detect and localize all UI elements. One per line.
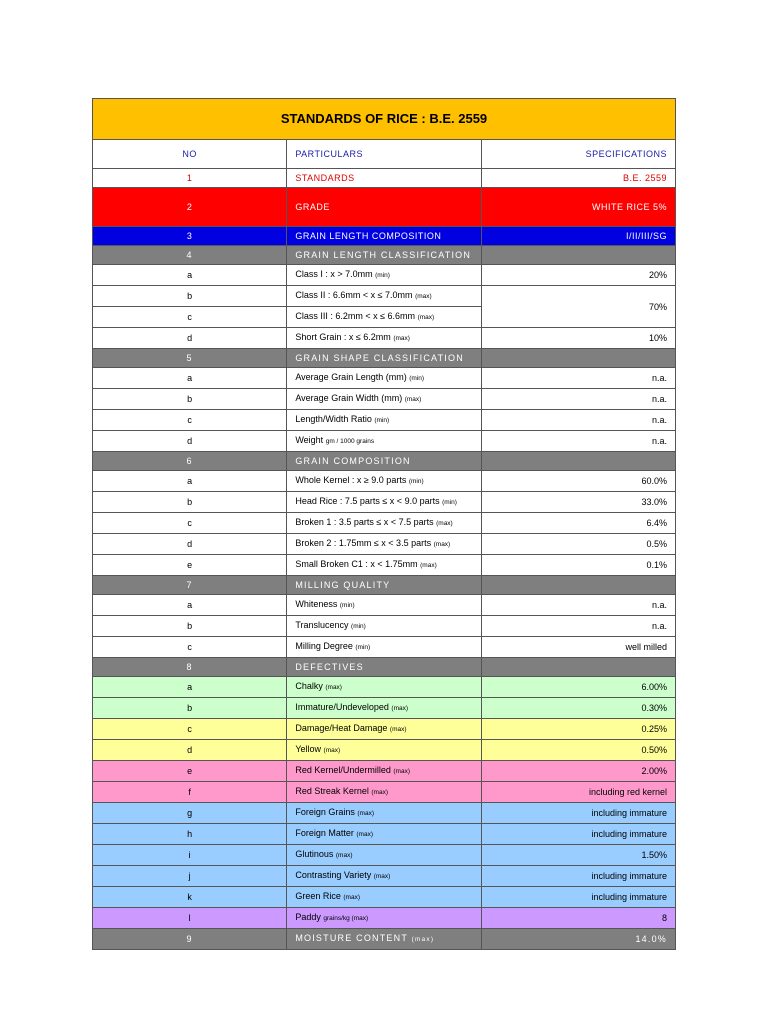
moisture-value: 14.0% (481, 929, 675, 950)
item-label-text: Red Streak Kernel (295, 786, 369, 796)
item-value: 33.0% (481, 492, 675, 513)
item-qualifier: (min) (351, 623, 366, 630)
item-label-text: Chalky (295, 681, 323, 691)
rice-standards-sheet (92, 98, 676, 950)
item-value: including immature (481, 887, 675, 908)
table-row (93, 513, 676, 534)
section-spec (481, 658, 675, 677)
item-label (287, 534, 481, 555)
item-value: n.a. (481, 368, 675, 389)
row-label: GRAIN LENGTH COMPOSITION (287, 227, 481, 246)
table-row (93, 410, 676, 431)
table-row (93, 719, 676, 740)
item-id: f (93, 782, 287, 803)
item-value: well milled (481, 637, 675, 658)
header-no: NO (93, 140, 287, 169)
item-qualifier: (max) (343, 894, 360, 901)
item-qualifier: (max) (325, 684, 342, 691)
item-label (287, 471, 481, 492)
item-label (287, 368, 481, 389)
section-no: 9 (93, 929, 287, 950)
row-no: 3 (93, 227, 287, 246)
table-row (93, 845, 676, 866)
item-value: n.a. (481, 389, 675, 410)
item-label-text: Damage/Heat Damage (295, 723, 388, 733)
item-value: n.a. (481, 595, 675, 616)
item-id: d (93, 534, 287, 555)
item-qualifier: gm / 1000 grains (325, 438, 375, 445)
table-row (93, 555, 676, 576)
section-spec (481, 349, 675, 368)
item-qualifier: (max) (389, 726, 407, 733)
table-row (93, 616, 676, 637)
table-row (93, 637, 676, 658)
section-label (287, 929, 481, 950)
header-specifications: SPECIFICATIONS (481, 140, 675, 169)
header-row (93, 140, 676, 169)
item-label-text: Short Grain : x ≤ 6.2mm (295, 332, 391, 342)
table-row (93, 908, 676, 929)
item-value: 20% (481, 265, 675, 286)
section-label: MILLING QUALITY (287, 576, 481, 595)
header-particulars: PARTICULARS (287, 140, 481, 169)
item-qualifier: (max) (357, 810, 374, 817)
table-row (93, 265, 676, 286)
item-value: n.a. (481, 431, 675, 452)
grain-composition-rows (93, 471, 676, 576)
section-spec (481, 246, 675, 265)
section-spec (481, 576, 675, 595)
item-value: 0.50% (481, 740, 675, 761)
item-qualifier: (max) (415, 293, 432, 300)
table-row (93, 389, 676, 410)
item-qualifier: (min) (339, 602, 355, 609)
item-label-text: Paddy (295, 912, 321, 922)
table-row (93, 824, 676, 845)
item-label-text: Average Grain Width (mm) (295, 393, 403, 403)
item-label-text: Head Rice : 7.5 parts ≤ x < 9.0 parts (295, 496, 440, 506)
table-row (93, 761, 676, 782)
table-row (93, 328, 676, 349)
table-row (93, 677, 676, 698)
item-qualifier: (max) (393, 335, 410, 342)
row-value: I/II/III/SG (481, 227, 675, 246)
item-label (287, 410, 481, 431)
item-label-text: Translucency (295, 620, 349, 630)
item-label (287, 803, 481, 824)
section-label: DEFECTIVES (287, 658, 481, 677)
item-id: c (93, 719, 287, 740)
item-qualifier: (max) (404, 396, 422, 403)
item-qualifier: (max) (323, 747, 341, 754)
item-label-text: Broken 1 : 3.5 parts ≤ x < 7.5 parts (295, 517, 434, 527)
item-id: b (93, 389, 287, 410)
sheet-title: STANDARDS OF RICE : B.E. 2559 (93, 99, 676, 140)
item-qualifier: (max) (391, 705, 409, 712)
section-label: GRAIN LENGTH CLASSIFICATION (287, 246, 481, 265)
item-label (287, 307, 481, 328)
item-value: n.a. (481, 616, 675, 637)
grain-shape-rows (93, 368, 676, 452)
item-id: a (93, 595, 287, 616)
row-no: 2 (93, 188, 287, 227)
item-label-text: Average Grain Length (mm) (295, 372, 407, 382)
row-label: GRADE (287, 188, 481, 227)
section-header-grain-shape (93, 349, 676, 368)
item-label-text: Milling Degree (295, 641, 353, 651)
table-row (93, 492, 676, 513)
item-qualifier: (max) (420, 562, 437, 569)
item-value: 8 (481, 908, 675, 929)
section-header-defectives (93, 658, 676, 677)
item-value-merged: 70% (481, 286, 675, 328)
item-label-text: Immature/Undeveloped (295, 702, 389, 712)
moisture-label: MOISTURE CONTENT (295, 933, 408, 943)
item-value: including immature (481, 866, 675, 887)
title-row (93, 99, 676, 140)
table-row (93, 286, 676, 307)
item-id: l (93, 908, 287, 929)
item-qualifier: (max) (393, 768, 410, 775)
item-qualifier: (min) (374, 417, 390, 424)
item-label-text: Whiteness (295, 599, 338, 609)
item-id: d (93, 328, 287, 349)
item-label (287, 555, 481, 576)
item-label-text: Broken 2 : 1.75mm ≤ x < 3.5 parts (295, 538, 432, 548)
moisture-qualifier: (max) (411, 936, 435, 943)
item-label-text: Green Rice (295, 891, 341, 901)
item-label (287, 761, 481, 782)
item-label (287, 595, 481, 616)
section-header-grain-length (93, 246, 676, 265)
item-id: k (93, 887, 287, 908)
item-id: d (93, 431, 287, 452)
item-value: 2.00% (481, 761, 675, 782)
item-value: 0.1% (481, 555, 675, 576)
item-qualifier: (max) (371, 789, 388, 796)
item-qualifier: (max) (373, 873, 391, 880)
item-value: 6.00% (481, 677, 675, 698)
item-label-text: Red Kernel/Undermilled (295, 765, 391, 775)
table-row (93, 471, 676, 492)
row-label: STANDARDS (287, 169, 481, 188)
item-value: 0.5% (481, 534, 675, 555)
item-qualifier: (max) (335, 852, 353, 859)
item-label-text: Length/Width Ratio (295, 414, 372, 424)
grade-row (93, 188, 676, 227)
item-label-text: Glutinous (295, 849, 334, 859)
item-value: 60.0% (481, 471, 675, 492)
item-label (287, 513, 481, 534)
row-value: WHITE RICE 5% (481, 188, 675, 227)
item-label-text: Whole Kernel : x ≥ 9.0 parts (295, 475, 407, 485)
item-id: b (93, 698, 287, 719)
item-qualifier: (min) (375, 272, 390, 279)
item-id: a (93, 265, 287, 286)
item-id: b (93, 286, 287, 307)
rice-standards-table (92, 98, 676, 950)
item-qualifier: (min) (355, 644, 371, 651)
item-label (287, 286, 481, 307)
item-id: a (93, 677, 287, 698)
item-label (287, 845, 481, 866)
item-label (287, 866, 481, 887)
table-row (93, 431, 676, 452)
item-value: 0.25% (481, 719, 675, 740)
section-header-grain-composition (93, 452, 676, 471)
item-label-text: Weight (295, 435, 324, 445)
table-row (93, 368, 676, 389)
row-value: B.E. 2559 (481, 169, 675, 188)
item-value: including immature (481, 824, 675, 845)
table-row (93, 534, 676, 555)
section-no: 7 (93, 576, 287, 595)
section-no: 6 (93, 452, 287, 471)
item-label (287, 719, 481, 740)
item-label (287, 431, 481, 452)
item-label (287, 908, 481, 929)
item-label (287, 389, 481, 410)
item-label (287, 265, 481, 286)
item-id: a (93, 471, 287, 492)
item-id: a (93, 368, 287, 389)
item-id: c (93, 513, 287, 534)
defectives-rows (93, 677, 676, 929)
item-qualifier: (min) (442, 499, 457, 506)
item-label-text: Class III : 6.2mm < x ≤ 6.6mm (295, 311, 416, 321)
table-row (93, 782, 676, 803)
section-spec (481, 452, 675, 471)
item-label-text: Yellow (295, 744, 322, 754)
item-label-text: Class II : 6.6mm < x ≤ 7.0mm (295, 290, 413, 300)
section-no: 8 (93, 658, 287, 677)
item-id: c (93, 410, 287, 431)
item-label-text: Small Broken C1 : x < 1.75mm (295, 559, 418, 569)
item-id: e (93, 761, 287, 782)
section-no: 4 (93, 246, 287, 265)
section-header-milling-quality (93, 576, 676, 595)
row-no: 1 (93, 169, 287, 188)
item-value: including red kernel (481, 782, 675, 803)
table-row (93, 698, 676, 719)
item-id: b (93, 492, 287, 513)
item-qualifier: (max) (417, 314, 435, 321)
table-row (93, 866, 676, 887)
item-label-text: Foreign Matter (295, 828, 354, 838)
item-id: c (93, 307, 287, 328)
item-value: 10% (481, 328, 675, 349)
table-row (93, 887, 676, 908)
item-id: h (93, 824, 287, 845)
item-label (287, 677, 481, 698)
item-value: 0.30% (481, 698, 675, 719)
moisture-row (93, 929, 676, 950)
grain-length-composition-row (93, 227, 676, 246)
milling-quality-rows (93, 595, 676, 658)
item-label (287, 698, 481, 719)
item-id: j (93, 866, 287, 887)
item-value: n.a. (481, 410, 675, 431)
item-label (287, 782, 481, 803)
item-label-text: Foreign Grains (295, 807, 355, 817)
item-label (287, 824, 481, 845)
item-value: 6.4% (481, 513, 675, 534)
item-label (287, 740, 481, 761)
section-label: GRAIN COMPOSITION (287, 452, 481, 471)
item-qualifier: (max) (356, 831, 373, 838)
item-qualifier: (min) (409, 375, 425, 382)
section-no: 5 (93, 349, 287, 368)
table-row (93, 740, 676, 761)
item-qualifier: (min) (408, 478, 424, 485)
item-id: i (93, 845, 287, 866)
item-label-text: Contrasting Variety (295, 870, 372, 880)
item-label (287, 616, 481, 637)
table-row (93, 595, 676, 616)
standards-row (93, 169, 676, 188)
item-qualifier: (max) (433, 541, 451, 548)
item-id: c (93, 637, 287, 658)
item-qualifier: grains/kg (max) (323, 915, 369, 922)
item-value: including immature (481, 803, 675, 824)
item-id: b (93, 616, 287, 637)
item-label (287, 887, 481, 908)
item-id: e (93, 555, 287, 576)
item-label (287, 637, 481, 658)
item-label (287, 492, 481, 513)
item-id: g (93, 803, 287, 824)
section-label: GRAIN SHAPE CLASSIFICATION (287, 349, 481, 368)
item-qualifier: (max) (436, 520, 453, 527)
item-label-text: Class I : x > 7.0mm (295, 269, 373, 279)
item-id: d (93, 740, 287, 761)
table-row (93, 803, 676, 824)
item-value: 1.50% (481, 845, 675, 866)
item-label (287, 328, 481, 349)
